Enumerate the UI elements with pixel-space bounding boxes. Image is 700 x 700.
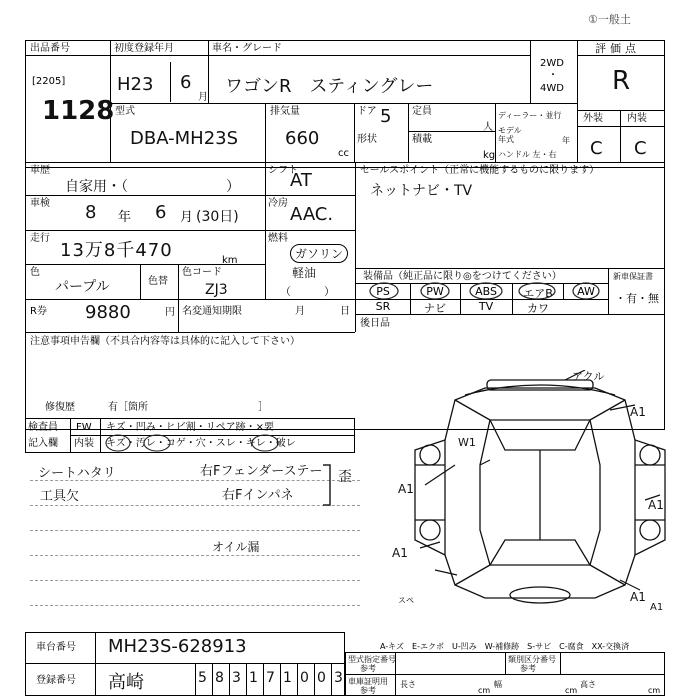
height-unit: cm bbox=[648, 686, 661, 695]
drive-dot: ・ bbox=[548, 70, 558, 81]
comment-tools: 工具欠 bbox=[40, 489, 80, 504]
capacity-label: 定員 bbox=[412, 106, 432, 117]
grade-score: R bbox=[612, 66, 631, 96]
inspection-year: 8 bbox=[85, 202, 97, 223]
registration-label: 初度登録年月 bbox=[114, 43, 174, 54]
lot-label: 出品番号 bbox=[30, 43, 70, 54]
diagram-note-a1-5: A1 bbox=[630, 590, 646, 604]
recycle-value: 9880 bbox=[85, 302, 131, 323]
diagram-note-a1-6: A1 bbox=[650, 602, 664, 613]
drive-2wd: 2WD bbox=[540, 58, 564, 69]
doors-value: 5 bbox=[380, 106, 392, 127]
equipment-circles bbox=[355, 280, 615, 320]
shift-label: シフト bbox=[268, 165, 298, 176]
equip-sr: SR bbox=[375, 300, 391, 313]
plate-region: 高崎 bbox=[108, 672, 144, 693]
cert-ref: 参考 bbox=[360, 686, 376, 695]
dealer-year-unit: 年 bbox=[562, 136, 570, 145]
plate-digit-9: 3 bbox=[334, 670, 343, 686]
grade-interior: C bbox=[634, 138, 647, 159]
chassis-value: MH23S-628913 bbox=[108, 636, 247, 657]
inspector-row2-items: キズ・汚レ・コゲ・穴・スレ・キレ・破レ bbox=[106, 438, 296, 449]
fuel-label: 燃料 bbox=[268, 233, 288, 244]
name-change-month: 月 bbox=[295, 306, 305, 317]
dealer-label: ディーラー・並行 bbox=[498, 111, 562, 120]
repair-value: 有［箇所 ］ bbox=[108, 402, 268, 413]
damage-legend: A-キズ E-エクボ U-凹み W-補修跡 S-サビ C-腐食 XX-交換済 bbox=[380, 642, 630, 651]
lot-number: 1128 bbox=[42, 96, 115, 126]
grade-interior-label: 内装 bbox=[627, 113, 647, 124]
plate-digit-7: 0 bbox=[300, 670, 309, 686]
mileage-unit: km bbox=[222, 255, 238, 266]
mileage-label: 走行 bbox=[30, 233, 50, 244]
ac-value: AAC. bbox=[290, 204, 334, 225]
equip-ps: PS bbox=[376, 285, 390, 298]
inspector-label1: 検査員 bbox=[28, 422, 58, 433]
length-label: 長さ bbox=[400, 680, 416, 689]
recycle-label: R券 bbox=[30, 306, 47, 317]
capacity-unit: 人 bbox=[483, 122, 493, 133]
diagram-note-a1-3: A1 bbox=[648, 498, 664, 512]
name-change-day: 日 bbox=[340, 306, 350, 317]
diagram-note-a1-4: A1 bbox=[392, 546, 408, 560]
plate-label: 登録番号 bbox=[36, 675, 76, 686]
type-designation-ref: 参考 bbox=[360, 664, 376, 673]
plate-digit-1: 5 bbox=[198, 670, 207, 686]
plate-digit-4: 1 bbox=[249, 670, 258, 686]
inspector-circles bbox=[100, 432, 360, 454]
inspection-year-unit: 年 bbox=[118, 210, 132, 225]
recycle-unit: 円 bbox=[165, 307, 175, 318]
diagram-note-spare: スペ bbox=[398, 596, 414, 605]
shift-value: AT bbox=[290, 170, 312, 191]
doors-label: ドア bbox=[357, 106, 377, 117]
aftermarket-label: 後日品 bbox=[360, 318, 390, 329]
warranty-label: 新車保証書 bbox=[613, 272, 653, 281]
comment-oil: オイル漏 bbox=[212, 540, 260, 554]
chassis-label: 車台番号 bbox=[36, 642, 76, 653]
header-stamp: ①一般土 bbox=[588, 13, 631, 26]
dealer-model-year: モデル年式 bbox=[498, 126, 522, 144]
displacement-value: 660 bbox=[285, 128, 320, 149]
drive-4wd: 4WD bbox=[540, 83, 564, 94]
plate-digit-3: 3 bbox=[232, 670, 241, 686]
car-name-label: 車名・グレード bbox=[212, 43, 282, 54]
inspection-label: 車検 bbox=[30, 198, 50, 209]
inspector-row1-items: キズ・凹み・ヒビ割・リペア跡・×要 bbox=[106, 422, 274, 433]
comment-panel: 右Fインパネ bbox=[222, 488, 294, 503]
grade-label: 評価点 bbox=[595, 42, 640, 55]
diagram-note-axle: アクル bbox=[572, 370, 605, 383]
plate-digit-8: 0 bbox=[317, 670, 326, 686]
model-label: 型式 bbox=[115, 106, 135, 117]
repair-label: 修復歴 bbox=[45, 402, 75, 413]
equip-leather: カワ bbox=[527, 302, 549, 315]
fuel-diesel: 軽油 bbox=[292, 266, 317, 280]
mileage-value: 13万8千470 bbox=[60, 240, 173, 261]
inspector-row2-prefix: 内装 bbox=[74, 438, 94, 449]
comment-fender: 右Fフェンダーステー bbox=[200, 464, 323, 479]
inspector-row1-prefix: FW bbox=[76, 422, 92, 433]
model-value: DBA-MH23S bbox=[130, 128, 239, 149]
ac-label: 冷房 bbox=[268, 198, 288, 209]
color-swatch-label: 色替 bbox=[148, 276, 168, 287]
equip-aw: AW bbox=[577, 285, 595, 298]
category-label: 類別区分番号 bbox=[508, 655, 556, 664]
equip-tv: TV bbox=[478, 300, 494, 313]
registration-month: 6 bbox=[180, 72, 192, 93]
notes-label: 注意事項申告欄（不具合内容等は具体的に記入して下さい） bbox=[30, 336, 300, 347]
color-code: ZJ3 bbox=[205, 282, 228, 298]
fuel-other: （ ） bbox=[280, 285, 335, 298]
diagram-note-w1: W1 bbox=[458, 436, 476, 449]
fuel-gasoline: ガソリン bbox=[290, 244, 348, 263]
comment-bracket bbox=[318, 460, 338, 510]
inspection-month-unit: 月 bbox=[180, 210, 194, 225]
grade-exterior-label: 外装 bbox=[583, 113, 603, 124]
name-change-label: 名変通知期限 bbox=[182, 306, 242, 317]
type-designation-label: 型式指定番号 bbox=[348, 655, 396, 664]
body-type-label: 形状 bbox=[357, 134, 377, 145]
lot-code: [2205] bbox=[32, 76, 66, 87]
displacement-label: 排気量 bbox=[270, 106, 300, 117]
color-label: 色 bbox=[30, 267, 40, 278]
dealer-handle: ハンドル 左・右 bbox=[498, 150, 557, 159]
inspection-month: 6 bbox=[155, 202, 167, 223]
diagram-note-a1-2: A1 bbox=[398, 482, 414, 496]
history-label: 車歴 bbox=[30, 165, 50, 176]
equipment-label: 装備品（純正品に限り◎をつけてください） bbox=[363, 271, 562, 282]
load-unit: kg bbox=[483, 150, 496, 161]
plate-digit-2: 8 bbox=[215, 670, 224, 686]
load-label: 積載 bbox=[412, 134, 432, 145]
sales-points-label: セールスポイント（正常に機能するものに限ります） bbox=[360, 165, 600, 176]
comment-seat: シートハタリ bbox=[38, 466, 116, 481]
length-unit: cm bbox=[478, 686, 491, 695]
category-ref: 参考 bbox=[520, 664, 536, 673]
warranty-value: ・有・無 bbox=[615, 292, 659, 305]
car-name-value: ワゴンR スティングレー bbox=[225, 76, 434, 97]
sales-points-value: ネットナビ・TV bbox=[370, 183, 473, 199]
registration-era-year: H23 bbox=[117, 74, 154, 95]
plate-digit-6: 1 bbox=[283, 670, 292, 686]
cert-label: 車庫証明用 bbox=[348, 677, 388, 686]
equip-airbag: エアB bbox=[523, 287, 553, 300]
displacement-unit: cc bbox=[338, 148, 349, 159]
color-code-label: 色コード bbox=[182, 267, 222, 278]
height-label: 高さ bbox=[580, 680, 596, 689]
inspection-day: (30日) bbox=[196, 209, 239, 225]
equip-pw: PW bbox=[426, 285, 444, 298]
equip-abs: ABS bbox=[475, 285, 497, 298]
registration-month-unit: 月 bbox=[198, 92, 208, 103]
comment-warp: 歪 bbox=[338, 469, 352, 485]
equip-navi: ナビ bbox=[424, 302, 446, 315]
inspector-label2: 記入欄 bbox=[28, 438, 58, 449]
diagram-note-a1-1: A1 bbox=[630, 405, 646, 419]
history-value: 自家用・（ ） bbox=[65, 179, 240, 195]
width-label: 幅 bbox=[494, 680, 502, 689]
color-value: パープル bbox=[55, 279, 110, 295]
width-unit: cm bbox=[565, 686, 578, 695]
grade-exterior: C bbox=[590, 138, 603, 159]
plate-digit-5: 7 bbox=[266, 670, 275, 686]
